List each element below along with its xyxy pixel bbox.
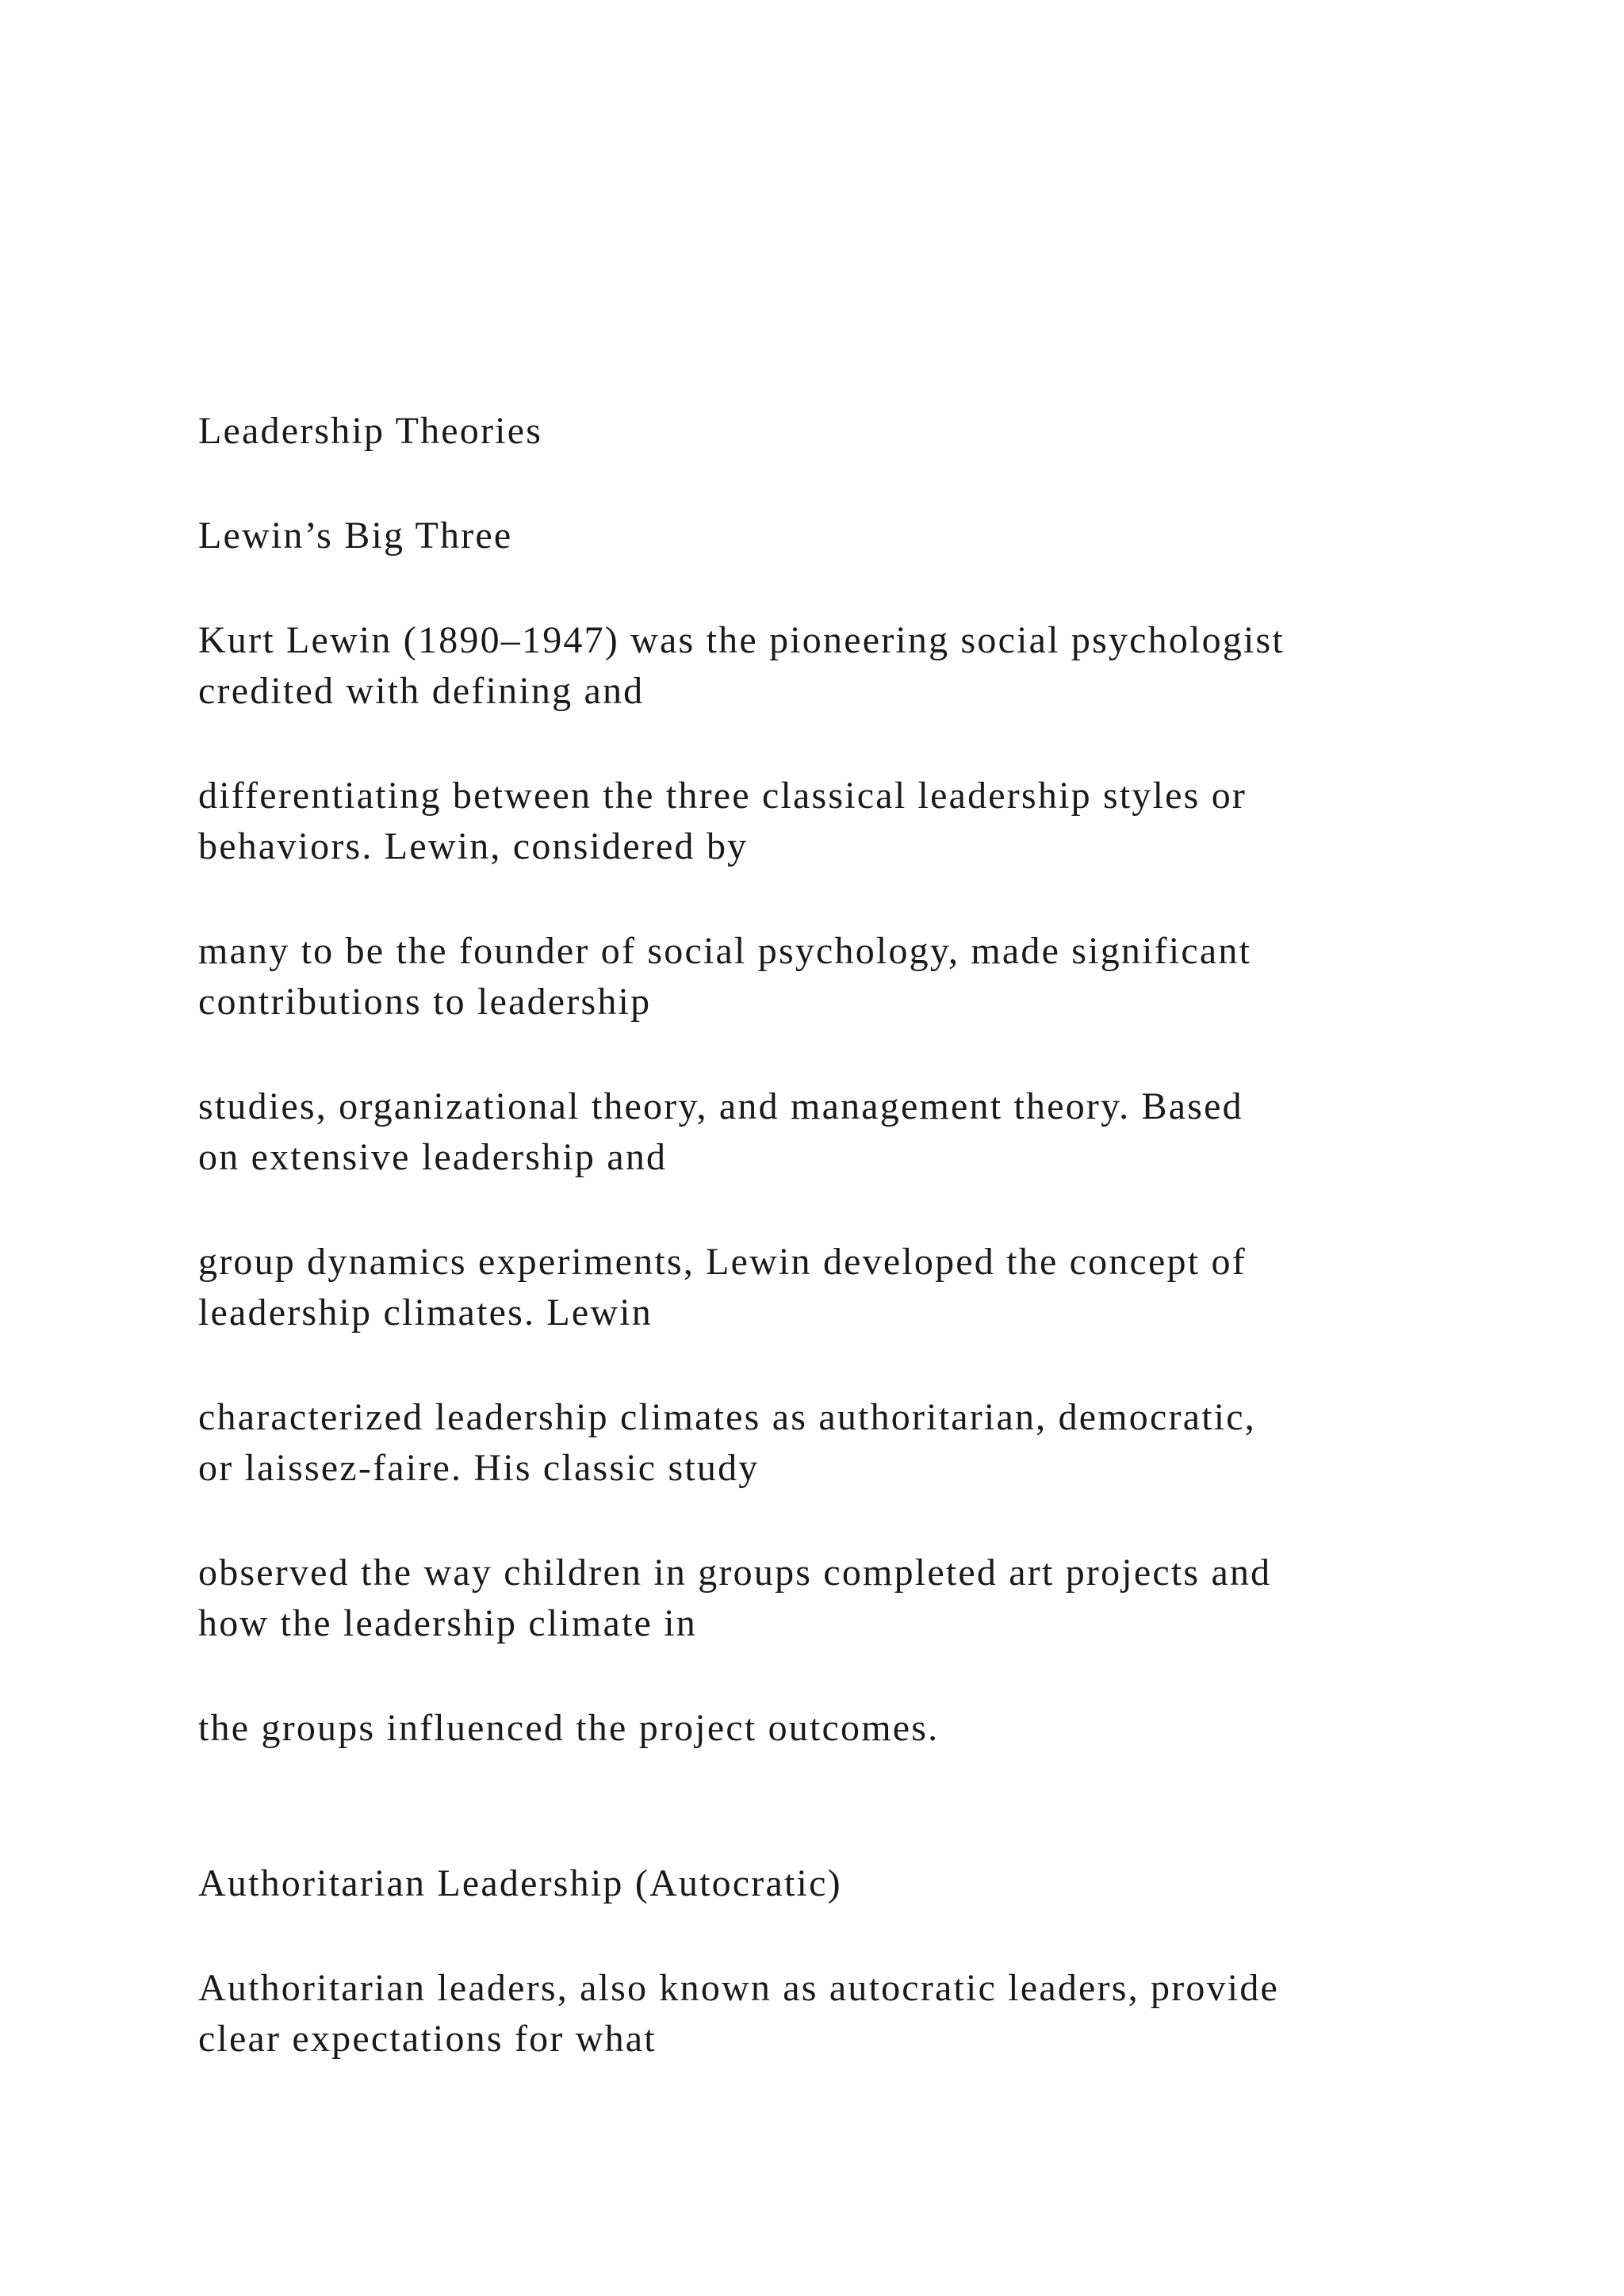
text-line: on extensive leadership and <box>198 1136 668 1178</box>
text-line: contributions to leadership <box>198 981 652 1023</box>
text-line: credited with defining and <box>198 670 645 712</box>
text-line: Authoritarian leaders, also known as autocratic leaders, provide <box>198 1967 1280 2009</box>
text-line: observed the way children in groups completed art projects and <box>198 1552 1272 1594</box>
text-line: studies, organizational theory, and management theory. Based <box>198 1085 1243 1127</box>
document-title: Leadership Theories <box>198 410 543 452</box>
text-line: characterized leadership climates as authoritarian, democratic, <box>198 1396 1256 1438</box>
text-line: behaviors. Lewin, considered by <box>198 825 749 867</box>
text-line: or laissez-faire. His classic study <box>198 1447 760 1489</box>
text-line: Kurt Lewin (1890–1947) was the pioneering social psychologist <box>198 619 1285 661</box>
text-line: many to be the founder of social psychology, made significant <box>198 930 1252 972</box>
section-heading: Lewin’s Big Three <box>198 515 513 557</box>
text-line: group dynamics experiments, Lewin developed the concept of <box>198 1241 1247 1283</box>
text-line: differentiating between the three classical leadership styles or <box>198 775 1247 817</box>
subheading: Authoritarian Leadership (Autocratic) <box>198 1862 842 1904</box>
text-line: the groups influenced the project outcomes. <box>198 1707 940 1749</box>
text-line: clear expectations for what <box>198 2018 657 2060</box>
text-line: leadership climates. Lewin <box>198 1292 653 1334</box>
text-line: how the leadership climate in <box>198 1602 697 1644</box>
